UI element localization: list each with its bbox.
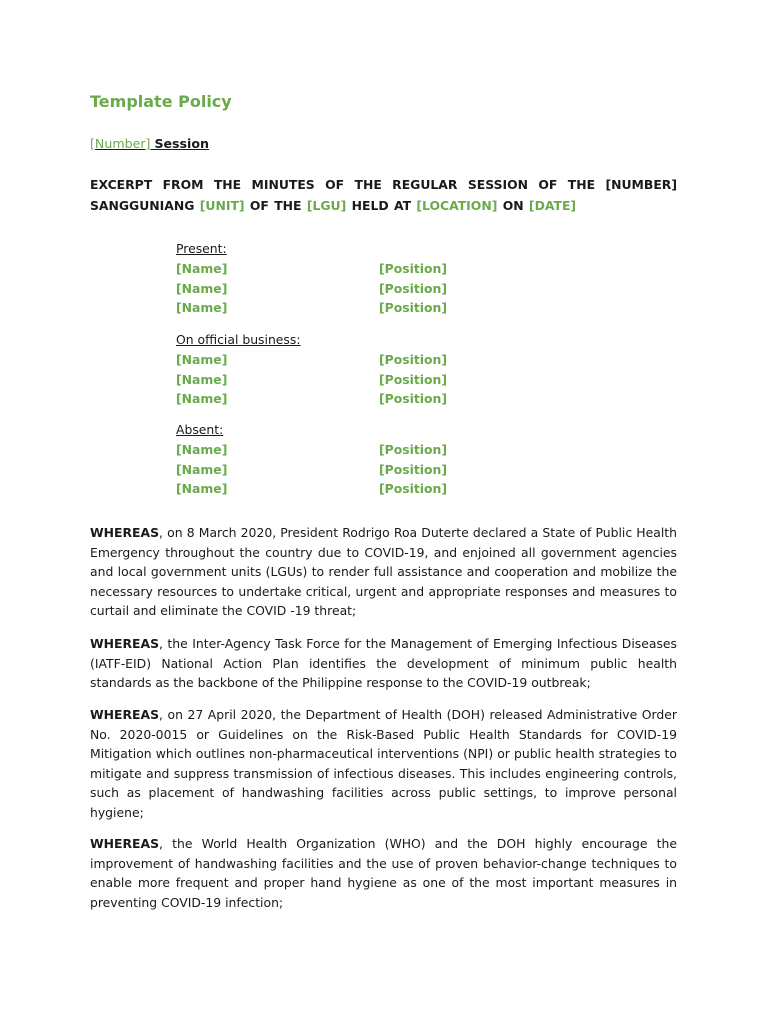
attendance-row — [176, 350, 596, 370]
attendance-present — [176, 239, 596, 318]
whereas-clause — [90, 634, 677, 693]
attendance-official-business — [176, 330, 596, 409]
member-position: [Position] — [379, 352, 448, 367]
member-position: [Position] — [379, 391, 448, 407]
whereas-text: , the World Health Organization (WHO) and the DOH highly encourage the improvement of handwashing facilities and the use of proven behavior-change techniques to enable more frequent and proper hand hygiene as one of the most important measures in preventing COVID-19 infection; — [90, 836, 677, 910]
whereas-lead: WHEREAS — [90, 836, 160, 851]
lgu-placeholder: [LGU] — [306, 198, 347, 213]
attendance-row — [176, 440, 596, 460]
whereas-lead: WHEREAS — [90, 525, 160, 540]
attendance-row — [176, 259, 596, 279]
attendance-row — [176, 370, 596, 390]
member-name: [Name] — [176, 280, 228, 296]
attendance-row — [176, 460, 596, 480]
excerpt-text: HELD AT — [351, 198, 412, 213]
attendance-absent — [176, 420, 596, 499]
session-label: Session — [154, 136, 209, 151]
member-name: [Name] — [176, 300, 228, 316]
excerpt-text: OF THE — [249, 198, 302, 213]
excerpt-text: ON — [502, 198, 524, 213]
document-title: Template Policy — [90, 92, 232, 111]
session-number: [Number] — [90, 136, 151, 151]
attendance-heading: Present: — [176, 241, 227, 256]
member-name: [Name] — [176, 352, 228, 367]
member-name: [Name] — [176, 442, 228, 457]
whereas-text: , the Inter-Agency Task Force for the Management of Emerging Infectious Diseases (IATF-EID) National Action Plan identifies the development of minimum public health standards as the backbone of the Philippine response to the COVID-19 outbreak; — [90, 636, 677, 691]
whereas-clause — [90, 523, 677, 621]
attendance-heading: Absent: — [176, 422, 224, 437]
member-position: [Position] — [379, 371, 448, 387]
member-position: [Position] — [379, 481, 448, 497]
excerpt-heading — [90, 174, 677, 216]
attendance-row — [176, 389, 596, 409]
location-placeholder: [LOCATION] — [416, 198, 498, 213]
member-position: [Position] — [379, 300, 448, 316]
whereas-clause — [90, 834, 677, 912]
whereas-clause — [90, 705, 677, 823]
member-name: [Name] — [176, 481, 228, 497]
member-name: [Name] — [176, 391, 228, 407]
whereas-text: , on 8 March 2020, President Rodrigo Roa Duterte declared a State of Public Health Emergency throughout the country due to COVID-19, and enjoined all government agencies and local government units (LGUs) to render full assistance and cooperation and mobilize the necessary resources to undertake critical, urgent and appropriate responses and measures to curtail and eliminate the COVID -19 threat; — [90, 525, 677, 619]
whereas-text: , on 27 April 2020, the Department of Health (DOH) released Administrative Order No. 2020-0015 or Guidelines on the Risk-Based Public Health Standards for COVID-19 Mitigation which outlines non-pharmaceutical interventions (NPI) or public health strategies to mitigate and suppress transmission of infectious diseases. This includes engineering controls, such as placement of handwashing facilities across public settings, to improve personal hygiene; — [90, 707, 677, 820]
member-name: [Name] — [176, 261, 228, 276]
attendance-row — [176, 298, 596, 318]
member-position: [Position] — [379, 461, 448, 477]
attendance-heading: On official business: — [176, 332, 301, 347]
whereas-lead: WHEREAS — [90, 636, 160, 651]
whereas-lead: WHEREAS — [90, 707, 160, 722]
member-name: [Name] — [176, 371, 228, 387]
attendance-row — [176, 279, 596, 299]
member-name: [Name] — [176, 461, 228, 477]
session-line — [90, 136, 209, 151]
excerpt-text: EXCERPT FROM THE MINUTES OF THE REGULAR SESSION OF THE [NUMBER] SANGGUNIANG — [90, 177, 677, 213]
member-position: [Position] — [379, 280, 448, 296]
member-position: [Position] — [379, 261, 448, 276]
attendance-row — [176, 479, 596, 499]
date-placeholder: [DATE] — [528, 198, 577, 213]
unit-placeholder: [UNIT] — [199, 198, 245, 213]
member-position: [Position] — [379, 442, 448, 457]
